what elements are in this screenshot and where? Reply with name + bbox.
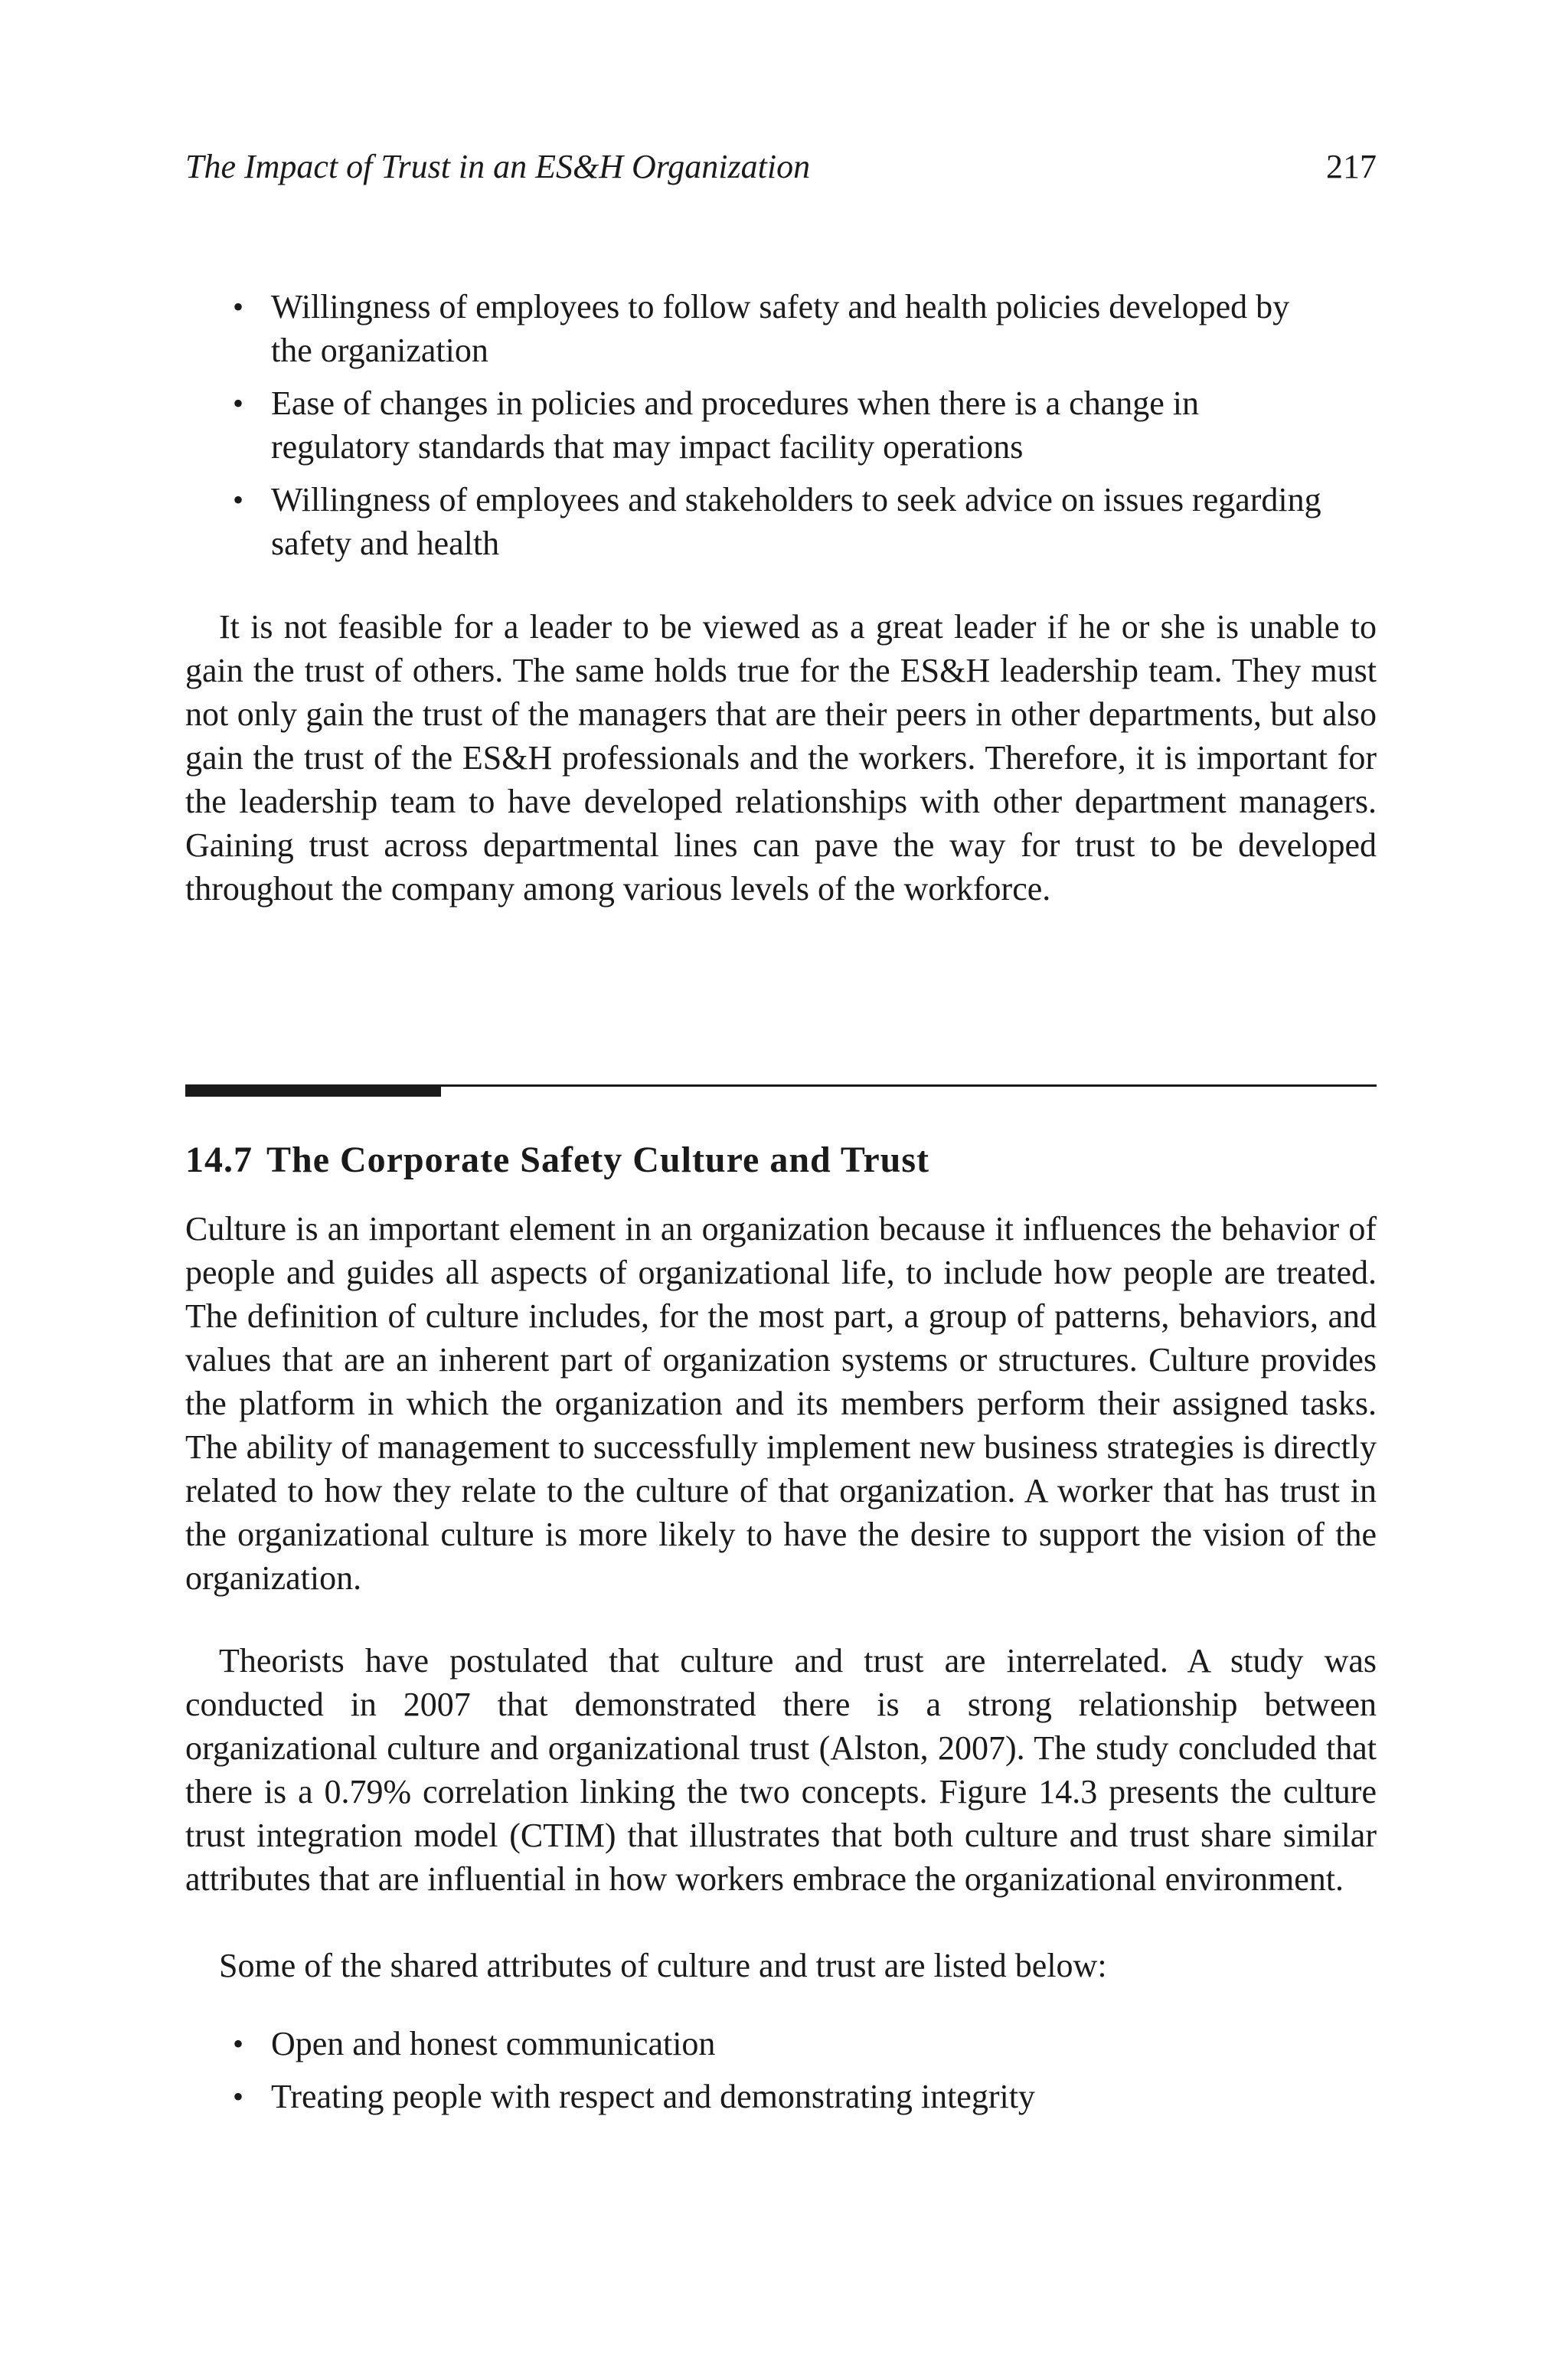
paragraph-theorists: Theorists have postulated that culture and trust are interrelated. A study was conducted in 2007 that demonstrated there is a strong relationship between organizational culture and organizational trust (Alston, 2007). The study concluded that there is a 0.79% correlation linking the two concepts. Figure 14.3 presents the culture trust integration model (CTIM) that illustrates that both culture and trust share similar attributes that are influential in how workers embrace the organizational environment. xyxy=(185,1642,1377,1898)
list-item xyxy=(185,2075,1334,2118)
list-item xyxy=(185,381,1334,469)
bullet-icon: • xyxy=(233,2079,244,2114)
list-item-text: Treating people with respect and demonstrating integrity xyxy=(271,2078,1035,2115)
bullet-icon: • xyxy=(233,386,244,420)
list-item-text: Willingness of employees and stakeholders to seek advice on issues regarding safety and health xyxy=(271,481,1321,562)
section-title: The Corporate Safety Culture and Trust xyxy=(266,1140,929,1180)
page-number: 217 xyxy=(1326,148,1377,185)
list-item-text: Ease of changes in policies and procedures when there is a change in regulatory standards that may impact facility operations xyxy=(271,384,1199,466)
paragraph-culture: Culture is an important element in an organization because it influences the behavior of people and guides all aspects of organizational life, to include how people are treated. The definition of culture includes, for the most part, a group of patterns, behaviors, and values that are an inherent part of organization systems or structures. Culture provides the platform in which the organization and its members perform their assigned tasks. The ability of management to successfully implement new business strategies is directly related to how they relate to the culture of that organization. A worker that has trust in the organizational culture is more likely to have the desire to support the vision of the organization. xyxy=(185,1210,1377,1597)
list-item-text: Open and honest communication xyxy=(271,2025,716,2062)
bullet-list-bottom xyxy=(185,2022,1334,2128)
section-heading xyxy=(185,1137,1377,1184)
bullet-icon: • xyxy=(233,482,244,517)
section-divider xyxy=(185,1084,1377,1098)
bullet-icon: • xyxy=(233,289,244,324)
section-number: 14.7 xyxy=(185,1140,253,1180)
bullet-icon: • xyxy=(233,2026,244,2061)
paragraph-shared-attributes: Some of the shared attributes of culture and trust are listed below: xyxy=(219,1947,1107,1984)
section-divider-bar xyxy=(185,1084,441,1097)
list-item xyxy=(185,2022,1334,2065)
bullet-list-top xyxy=(185,285,1334,574)
running-head-title: The Impact of Trust in an ES&H Organization xyxy=(185,148,811,185)
list-item xyxy=(185,285,1334,372)
list-item-text: Willingness of employees to follow safety and health policies developed by the organization xyxy=(271,288,1290,369)
running-head xyxy=(185,144,1377,190)
list-item xyxy=(185,478,1334,565)
paragraph-leadership: It is not feasible for a leader to be viewed as a great leader if he or she is unable to gain the trust of others. The same holds true for the ES&H leadership team. They must not only gain the trust of the managers that are their peers in other departments, but also gain the trust of the ES&H professionals and the workers. Therefore, it is important for the leadership team to have developed relationships with other department managers. Gaining trust across departmental lines can pave the way for trust to be developed throughout the company among various levels of the workforce. xyxy=(185,608,1377,908)
